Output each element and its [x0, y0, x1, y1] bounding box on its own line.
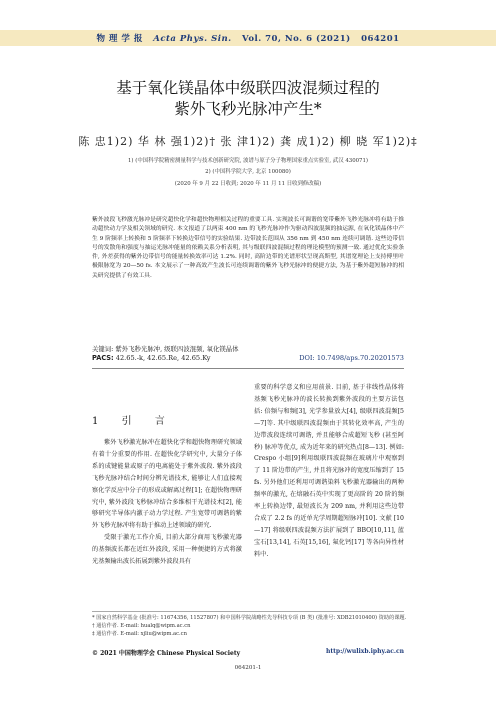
- body-paragraph: 紫外飞秒激光脉冲在超快化学和超快物理研究领域有着十分重要的作用. 在超快化学研究中, 大量分子体系的成键能量或原子的电离能处于紫外波段. 紫外波段飞秒光脉冲结合时间分辨光谱技术, 能够让人们直接观察化学反应中分子的形成或解离过程[1]; 在超快物理研究中, 紫外波段飞秒脉冲结合多维相干光谱技术[2], 能够研究半导体内激子动力学过程. 产生宽带可调谐的紫外飞秒光脉冲将有助于推动上述领域的研究.: [92, 439, 242, 530]
- body-paragraph: 重要的科学意义和应用前景. 目前, 基于非线性晶体将基频飞秒光脉冲的波长转换到紫外波段的主要方法包括: 倍频与和频[3], 光学参量放大[4], 级联四波混频[5—7]等. 其中级联四波混频由于其转化效率高, 产生的边带波段连续可调谐, 并且能够合成超短飞秒 (甚至阿秒) 脉冲等优点, 成为近年来的研究热点[8—13]. 例如: Crespo 小组[9]利用级联四波混频在玻璃片中观察到了 11 阶边带的产生, 并且将光脉冲的宽度压缩到了 15 fs. 另外他们还利用可调谐染料飞秒激光器输出的两种频率的激光, 在熔融石英中实现了更高阶的 20 阶的频率上转换边带, 最短波长为 209 nm, 并利用这些边带合成了 2.2 fs 的近单光学周期超短脉冲[10]. 文献 [10—17] 将级联四波混频方法扩展到了 BBO[10,11], 蓝宝石[13,14], 石英[15,16], 氟化钙[17] 等各向异性材料中.: [254, 384, 404, 558]
- doi-link[interactable]: DOI: 10.7498/aps.70.20201573: [299, 354, 404, 362]
- journal-header: [0, 32, 496, 44]
- pacs-label: PACS:: [92, 354, 114, 362]
- journal-url-link[interactable]: http://wulixb.iphy.ac.cn: [325, 648, 404, 655]
- paper-title: [40, 78, 456, 120]
- journal-name-cn: 物 理 学 报: [96, 34, 143, 44]
- corresponding-author-1: † 通信作者. E-mail: hualq@wipm.ac.cn: [92, 623, 191, 630]
- page-number: 064201-1: [234, 665, 262, 671]
- section-title: 引 言: [121, 416, 175, 427]
- divider: [92, 368, 404, 369]
- right-column: [254, 382, 404, 561]
- title-line: 紫外飞秒光脉冲产生*: [174, 100, 322, 118]
- author-list: 陈 忠1)2) 华 林 强1)2)† 张 津1)2) 龚 成1)2) 柳 晓 军1)2)‡: [78, 135, 418, 148]
- keywords-text: 紫外飞秒光脉冲, 级联四波混频, 氧化镁晶体: [115, 345, 239, 353]
- funding-footnote: * 国家自然科学基金 (批准号: 11674356, 11527807) 和中国科学院战略性先导科技专项 (B 类) (批准号: XDB21010400) 资助的课题.: [92, 615, 407, 621]
- footnote-divider: [92, 611, 404, 612]
- keywords-label: 关键词:: [92, 345, 114, 353]
- footnotes: [92, 614, 412, 639]
- left-column: [92, 376, 242, 568]
- copyright-text: © 2021 中国物理学会 Chinese Physical Society: [92, 650, 241, 657]
- pacs-codes: 42.65.-k, 42.65.Re, 42.65.Ky: [115, 354, 211, 362]
- affiliation-1: 1) (中国科学院精密测量科学与技术创新研究院, 波谱与原子分子物理国家重点实验室, 武汉 430071): [127, 158, 369, 164]
- body-paragraph: 受限于激光工作介质, 目前大部分商用飞秒激光器的基频波长都在近红外波段, 采用一种便捷的方式将激光基频输出波长拓展到紫外波段具有: [92, 534, 242, 566]
- pacs-doi-line: [92, 354, 404, 362]
- journal-volume: Vol. 70, No. 6 (2021): [242, 34, 351, 44]
- corresponding-author-2: ‡ 通信作者. E-mail: xjliu@wipm.ac.cn: [92, 631, 187, 638]
- received-dates: (2020 年 9 月 22 日收到; 2020 年 11 月 11 日收到修改稿): [174, 181, 322, 187]
- keywords: [92, 344, 404, 353]
- abstract: 紫外波段飞秒激光脉冲是研究超快化学和超快物理相关过程的重要工具. 实现波长可调谐的宽带紫外飞秒光脉冲将有助于推动超快动力学及相关领域的研究. 本文报道了以两束 400 nm 的飞秒光脉冲作为驱动四波混频的抽运源, 在氧化镁晶体中产生 9 阶频率上转换和 5 阶频率下转换边带信号的实验结果. 边带波长范围从 356 nm 到 450 nm 连续可调谐. 这些边带信号的发散角和强度与抽运光脉冲能量的依赖关系分析表明, 其与级联四波混频过程的理论模型的预测一致. 通过优化实验条件, 外差获得的紫外边带信号的能量转换效率可达 1.2%. 同时, 高阶边带的光谱形状呈现高斯型, 其谱宽理论上支持傅里叶极限脉宽为 20—50 fs. 本文展示了一种高效产生波长可连续调谐的紫外飞秒光脉冲的便捷方法, 为基于紫外超短脉冲的相关研究提供了有效工具.: [92, 217, 404, 279]
- section-number: 1: [92, 416, 109, 427]
- copyright-line: [92, 648, 404, 657]
- title-line: 基于氧化镁晶体中级联四波混频过程的: [116, 79, 380, 97]
- section-heading: [92, 412, 242, 427]
- affiliation-2: 2) (中国科学院大学, 北京 100080): [205, 169, 291, 175]
- journal-name-en: Acta Phys. Sin.: [153, 34, 232, 44]
- article-number: 064201: [361, 34, 400, 44]
